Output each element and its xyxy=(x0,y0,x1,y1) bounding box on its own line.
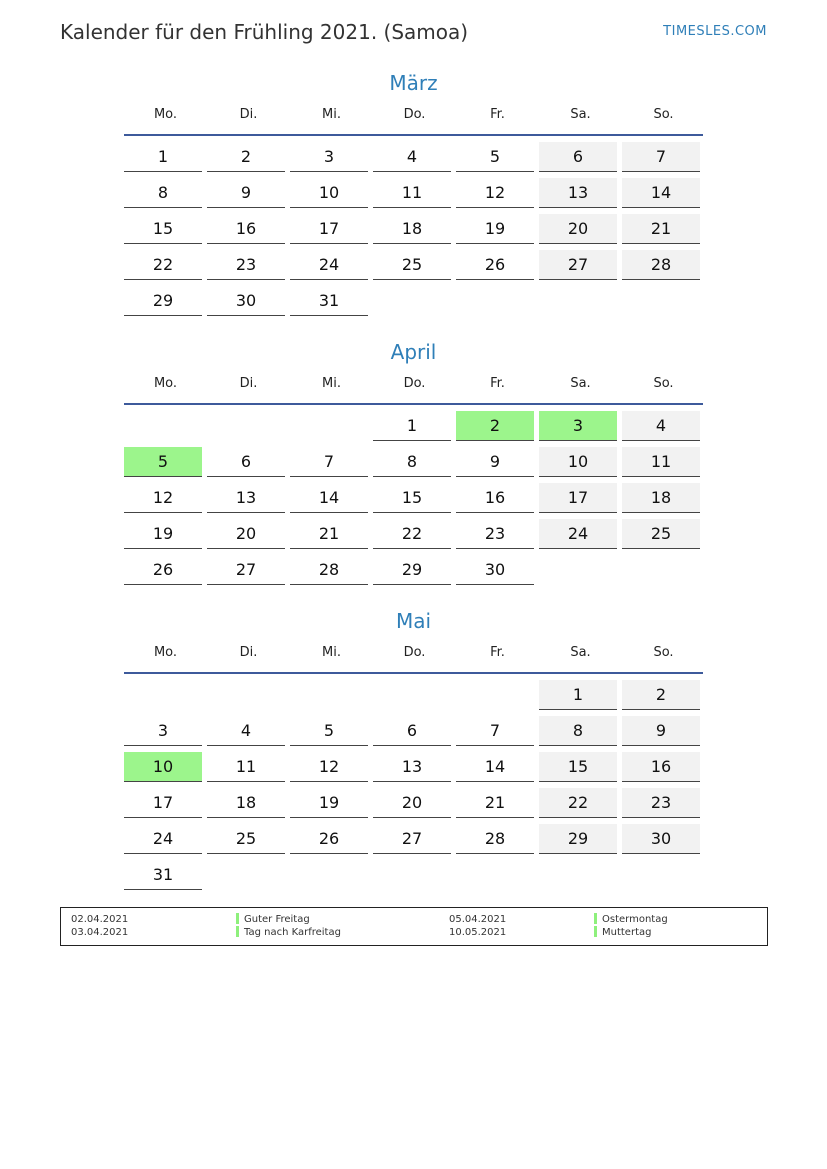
day-number: 20 xyxy=(207,519,285,549)
day-cell xyxy=(290,822,373,858)
day-number: 25 xyxy=(622,519,700,549)
legend-date-1: 02.04.2021 xyxy=(71,914,129,925)
day-grid xyxy=(124,678,703,894)
day-cell xyxy=(539,445,622,481)
day-number: 23 xyxy=(456,519,534,549)
day-cell xyxy=(373,786,456,822)
day-cell xyxy=(622,248,705,284)
day-number: 18 xyxy=(207,788,285,818)
day-number: 28 xyxy=(290,555,368,585)
day-number: 8 xyxy=(373,447,451,477)
weekday-label: Mo. xyxy=(153,645,178,660)
empty-day-cell xyxy=(622,553,705,589)
day-number: 8 xyxy=(124,178,202,208)
day-cell xyxy=(290,481,373,517)
day-cell xyxy=(373,248,456,284)
day-number: 29 xyxy=(373,555,451,585)
day-number: 2 xyxy=(456,411,534,441)
day-cell xyxy=(456,248,539,284)
day-cell xyxy=(290,445,373,481)
day-cell xyxy=(539,517,622,553)
day-number: 16 xyxy=(207,214,285,244)
day-cell xyxy=(456,481,539,517)
day-cell xyxy=(124,553,207,589)
day-number: 5 xyxy=(456,142,534,172)
header-divider xyxy=(124,134,703,136)
day-cell xyxy=(539,750,622,786)
day-cell xyxy=(207,481,290,517)
day-number: 21 xyxy=(290,519,368,549)
day-cell xyxy=(290,553,373,589)
day-number: 16 xyxy=(622,752,700,782)
month-name: Mai xyxy=(395,609,432,633)
empty-day-cell xyxy=(539,858,622,894)
legend-name-3: Ostermontag xyxy=(602,914,668,925)
holiday-marker xyxy=(594,913,597,924)
month-name: März xyxy=(389,71,438,95)
weekday-label: Mi. xyxy=(322,107,341,122)
day-cell xyxy=(290,517,373,553)
day-cell xyxy=(207,750,290,786)
day-cell xyxy=(622,678,705,714)
empty-day-cell xyxy=(622,284,705,320)
day-number: 23 xyxy=(207,250,285,280)
weekday-label: Sa. xyxy=(570,107,591,122)
day-cell xyxy=(373,176,456,212)
day-cell xyxy=(373,445,456,481)
legend-name-2: Tag nach Karfreitag xyxy=(244,927,341,938)
day-number: 4 xyxy=(207,716,285,746)
day-grid xyxy=(124,140,703,320)
empty-day-cell xyxy=(539,553,622,589)
day-number: 20 xyxy=(539,214,617,244)
day-cell xyxy=(124,858,207,894)
day-number: 24 xyxy=(124,824,202,854)
day-number: 19 xyxy=(124,519,202,549)
day-cell xyxy=(124,248,207,284)
empty-day-cell xyxy=(373,284,456,320)
day-number: 6 xyxy=(373,716,451,746)
day-number: 11 xyxy=(622,447,700,477)
day-number: 31 xyxy=(124,860,202,890)
day-number: 7 xyxy=(456,716,534,746)
day-cell xyxy=(456,140,539,176)
empty-day-cell xyxy=(124,409,207,445)
weekday-label: Di. xyxy=(239,645,258,660)
day-cell xyxy=(290,786,373,822)
day-cell xyxy=(539,714,622,750)
empty-day-cell xyxy=(456,858,539,894)
day-number: 26 xyxy=(124,555,202,585)
weekday-label: Mi. xyxy=(322,376,341,391)
weekday-header xyxy=(124,645,703,661)
day-number: 19 xyxy=(290,788,368,818)
day-cell xyxy=(373,212,456,248)
empty-day-cell xyxy=(207,858,290,894)
day-number: 4 xyxy=(373,142,451,172)
brand-link[interactable]: TIMESLES.COM xyxy=(663,24,767,39)
day-number: 5 xyxy=(124,447,202,477)
day-number: 13 xyxy=(207,483,285,513)
day-cell xyxy=(622,714,705,750)
day-number: 22 xyxy=(539,788,617,818)
day-number: 7 xyxy=(290,447,368,477)
day-number: 17 xyxy=(124,788,202,818)
day-number: 3 xyxy=(124,716,202,746)
day-cell xyxy=(124,517,207,553)
day-cell xyxy=(124,140,207,176)
day-number: 14 xyxy=(456,752,534,782)
empty-day-cell xyxy=(622,858,705,894)
day-cell xyxy=(373,822,456,858)
day-cell xyxy=(290,714,373,750)
legend-date-3: 05.04.2021 xyxy=(449,914,507,925)
day-number: 12 xyxy=(290,752,368,782)
day-cell xyxy=(207,445,290,481)
weekday-label: So. xyxy=(653,376,674,391)
day-cell xyxy=(124,750,207,786)
day-number: 13 xyxy=(539,178,617,208)
day-number: 1 xyxy=(539,680,617,710)
day-cell xyxy=(290,176,373,212)
day-cell xyxy=(373,140,456,176)
weekday-label: Sa. xyxy=(570,645,591,660)
day-number: 9 xyxy=(622,716,700,746)
day-cell xyxy=(539,678,622,714)
day-cell xyxy=(124,212,207,248)
month-block xyxy=(124,606,703,894)
day-number: 9 xyxy=(207,178,285,208)
day-cell xyxy=(456,409,539,445)
day-cell xyxy=(373,553,456,589)
empty-day-cell xyxy=(456,678,539,714)
day-cell xyxy=(373,750,456,786)
day-cell xyxy=(124,176,207,212)
day-number: 18 xyxy=(622,483,700,513)
day-number: 15 xyxy=(373,483,451,513)
header-divider xyxy=(124,672,703,674)
day-cell xyxy=(124,445,207,481)
day-cell xyxy=(207,212,290,248)
day-number: 19 xyxy=(456,214,534,244)
day-cell xyxy=(456,517,539,553)
day-number: 15 xyxy=(539,752,617,782)
day-number: 25 xyxy=(373,250,451,280)
day-cell xyxy=(207,140,290,176)
empty-day-cell xyxy=(124,678,207,714)
day-cell xyxy=(622,822,705,858)
day-number: 14 xyxy=(622,178,700,208)
legend-entry-2 xyxy=(236,926,341,939)
day-number: 11 xyxy=(373,178,451,208)
empty-day-cell xyxy=(373,678,456,714)
weekday-label: Do. xyxy=(403,645,426,660)
weekday-label: So. xyxy=(653,107,674,122)
day-cell xyxy=(622,786,705,822)
day-number: 7 xyxy=(622,142,700,172)
day-cell xyxy=(207,248,290,284)
day-cell xyxy=(456,750,539,786)
day-cell xyxy=(539,409,622,445)
day-number: 29 xyxy=(124,286,202,316)
day-cell xyxy=(539,786,622,822)
day-cell xyxy=(207,714,290,750)
day-cell xyxy=(456,176,539,212)
day-number: 3 xyxy=(290,142,368,172)
weekday-label: So. xyxy=(653,645,674,660)
day-number: 15 xyxy=(124,214,202,244)
day-number: 2 xyxy=(622,680,700,710)
weekday-label: Mo. xyxy=(153,376,178,391)
day-cell xyxy=(456,445,539,481)
day-cell xyxy=(373,714,456,750)
day-cell xyxy=(207,176,290,212)
day-cell xyxy=(207,284,290,320)
day-cell xyxy=(539,176,622,212)
day-cell xyxy=(539,481,622,517)
month-block xyxy=(124,68,703,320)
weekday-label: Fr. xyxy=(490,107,505,122)
empty-day-cell xyxy=(290,678,373,714)
weekday-header xyxy=(124,376,703,392)
day-cell xyxy=(290,212,373,248)
weekday-label: Mi. xyxy=(322,645,341,660)
day-number: 30 xyxy=(456,555,534,585)
day-cell xyxy=(290,750,373,786)
holiday-marker xyxy=(236,913,239,924)
day-number: 13 xyxy=(373,752,451,782)
weekday-label: Di. xyxy=(239,107,258,122)
day-number: 6 xyxy=(539,142,617,172)
day-cell xyxy=(290,248,373,284)
weekday-label: Di. xyxy=(239,376,258,391)
empty-day-cell xyxy=(373,858,456,894)
empty-day-cell xyxy=(456,284,539,320)
day-number: 4 xyxy=(622,411,700,441)
day-number: 11 xyxy=(207,752,285,782)
day-cell xyxy=(290,140,373,176)
day-cell xyxy=(622,176,705,212)
day-cell xyxy=(539,212,622,248)
legend-date-2: 03.04.2021 xyxy=(71,927,129,938)
day-number: 26 xyxy=(290,824,368,854)
day-cell xyxy=(290,284,373,320)
day-number: 20 xyxy=(373,788,451,818)
day-cell xyxy=(373,517,456,553)
day-cell xyxy=(124,481,207,517)
day-number: 10 xyxy=(124,752,202,782)
legend-date-4: 10.05.2021 xyxy=(449,927,507,938)
day-number: 12 xyxy=(456,178,534,208)
day-number: 23 xyxy=(622,788,700,818)
day-grid xyxy=(124,409,703,589)
day-cell xyxy=(124,786,207,822)
weekday-label: Do. xyxy=(403,107,426,122)
day-number: 24 xyxy=(539,519,617,549)
day-number: 17 xyxy=(290,214,368,244)
weekday-label: Mo. xyxy=(153,107,178,122)
holiday-marker xyxy=(594,926,597,937)
day-cell xyxy=(622,212,705,248)
day-number: 14 xyxy=(290,483,368,513)
day-number: 9 xyxy=(456,447,534,477)
day-number: 27 xyxy=(539,250,617,280)
day-cell xyxy=(456,714,539,750)
day-number: 18 xyxy=(373,214,451,244)
header-divider xyxy=(124,403,703,405)
day-cell xyxy=(456,553,539,589)
empty-day-cell xyxy=(290,858,373,894)
day-number: 5 xyxy=(290,716,368,746)
day-number: 27 xyxy=(207,555,285,585)
day-number: 29 xyxy=(539,824,617,854)
day-number: 12 xyxy=(124,483,202,513)
day-cell xyxy=(539,140,622,176)
day-cell xyxy=(124,284,207,320)
day-cell xyxy=(373,409,456,445)
day-number: 27 xyxy=(373,824,451,854)
day-cell xyxy=(124,714,207,750)
day-number: 1 xyxy=(373,411,451,441)
day-number: 10 xyxy=(539,447,617,477)
empty-day-cell xyxy=(539,284,622,320)
day-number: 21 xyxy=(622,214,700,244)
month-name: April xyxy=(390,340,437,364)
day-cell xyxy=(456,822,539,858)
day-number: 28 xyxy=(456,824,534,854)
day-cell xyxy=(622,750,705,786)
legend-entry-1 xyxy=(236,913,310,926)
weekday-label: Sa. xyxy=(570,376,591,391)
day-cell xyxy=(622,445,705,481)
day-cell xyxy=(622,481,705,517)
holiday-marker xyxy=(236,926,239,937)
legend-name-4: Muttertag xyxy=(602,927,652,938)
day-cell xyxy=(207,517,290,553)
day-number: 22 xyxy=(124,250,202,280)
day-number: 30 xyxy=(622,824,700,854)
day-cell xyxy=(622,140,705,176)
day-number: 25 xyxy=(207,824,285,854)
day-number: 24 xyxy=(290,250,368,280)
day-number: 28 xyxy=(622,250,700,280)
day-number: 21 xyxy=(456,788,534,818)
day-cell xyxy=(622,517,705,553)
day-cell xyxy=(207,822,290,858)
page-title: Kalender für den Frühling 2021. (Samoa) xyxy=(60,20,469,44)
empty-day-cell xyxy=(207,409,290,445)
weekday-label: Do. xyxy=(403,376,426,391)
day-number: 1 xyxy=(124,142,202,172)
weekday-label: Fr. xyxy=(490,376,505,391)
day-number: 17 xyxy=(539,483,617,513)
day-number: 22 xyxy=(373,519,451,549)
day-cell xyxy=(539,822,622,858)
day-cell xyxy=(622,409,705,445)
day-cell xyxy=(539,248,622,284)
legend-name-1: Guter Freitag xyxy=(244,914,310,925)
day-cell xyxy=(124,822,207,858)
empty-day-cell xyxy=(207,678,290,714)
weekday-header xyxy=(124,107,703,123)
empty-day-cell xyxy=(290,409,373,445)
day-number: 26 xyxy=(456,250,534,280)
day-number: 3 xyxy=(539,411,617,441)
day-number: 6 xyxy=(207,447,285,477)
day-cell xyxy=(207,553,290,589)
holiday-legend xyxy=(60,907,768,946)
day-number: 8 xyxy=(539,716,617,746)
legend-entry-4 xyxy=(594,926,651,939)
day-number: 10 xyxy=(290,178,368,208)
weekday-label: Fr. xyxy=(490,645,505,660)
day-cell xyxy=(207,786,290,822)
legend-entry-3 xyxy=(594,913,668,926)
day-number: 16 xyxy=(456,483,534,513)
day-cell xyxy=(456,212,539,248)
day-number: 30 xyxy=(207,286,285,316)
day-cell xyxy=(373,481,456,517)
day-number: 31 xyxy=(290,286,368,316)
month-block xyxy=(124,337,703,589)
day-number: 2 xyxy=(207,142,285,172)
day-cell xyxy=(456,786,539,822)
